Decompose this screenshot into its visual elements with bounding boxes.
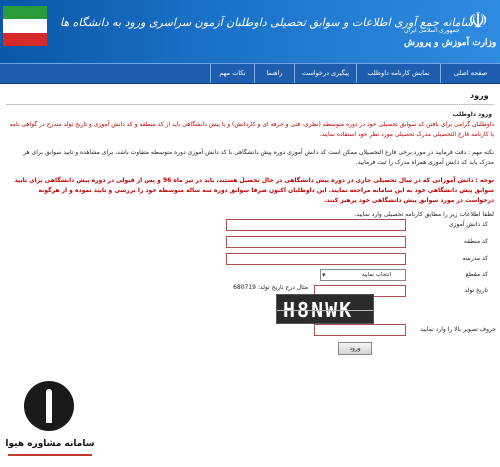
grade-select[interactable] [320,269,406,281]
logo-text: سامانه مشاوره هیوا [5,439,95,449]
site-logo [4,381,96,465]
region-code-input[interactable] [226,236,406,248]
iran-flag-icon [3,6,47,46]
birthdate-label: تاریخ تولد [464,287,488,294]
intro-heading: ورود داوطلب [452,111,492,118]
nav-show-report-card[interactable]: نمایش کارنامه داوطلب [356,64,440,83]
iran-emblem-icon: ☫ [468,9,488,34]
captcha-text: H8NWK [283,298,354,322]
nav-help[interactable]: راهنما [254,64,294,83]
captcha-image [276,294,374,324]
school-code-input[interactable] [226,253,406,265]
pen-icon [46,389,52,423]
nav-track-request[interactable]: پیگیری درخواست [294,64,356,83]
submit-button[interactable]: ورود [338,342,372,355]
student-code-input[interactable] [226,219,406,231]
ministry-subtitle: جمهوری اسلامی ایران [404,27,460,34]
form-prompt: لطفا اطلاعات زیر را مطابق کارنامه تحصیلی وارد نمایید. [354,211,494,218]
note-attention: توجه : دانش آموزانی که در سال تحصیلی جاری در دوره پیش دانشگاهی در حال تحصیل هستند، باید در تیر ماه 96 و پس از قبولی در دوره پیش دانشگاهی برای تایید سوابق پیش دانشگاهی خود به این سامانه مراجعه نمایند. این داوطلبان اکنون صرفا سوابق دوره سه ساله متوسطه خود را بررسی و تایید نموده و از هرگونه درخواست در مورد سوابق پیش دانشگاهی خود پرهیز کنند. [14,177,494,204]
ministry-name: وزارت آموزش و پرورش [404,38,497,48]
title-divider [6,104,494,105]
intro-text: داوطلبان گرامی برای یافتن کد سوابق تحصیلی خود در دوره متوسطه (نظری، فنی و حرفه ای و کاردانش) و یا پیش دانشگاهی باید از کد منطقه و کد دانش آموزی و تاریخ تولد مندرج در گواهی نامه یا کارنامه فارغ التحصیلی مدرک تحصیلی مورد نظر خود استفاده نمایند. [9,121,494,138]
birthdate-example: مثال درج تاریخ تولد: 680719 [233,284,308,291]
chevron-down-icon: ▾ [322,271,326,279]
site-header [0,0,500,63]
page-title: ورود [470,91,489,100]
main-nav [0,63,500,84]
grade-select-value: انتخاب نمایید [361,272,391,278]
region-code-label: کد منطقه [463,238,488,245]
nav-important-notes[interactable]: نکات مهم [210,64,254,83]
banner-title: سامانه جمع آوری اطلاعات و سوابق تحصیلی داوطلبان آزمون سراسری ورود به دانشگاه ها [60,16,474,29]
captcha-input[interactable] [314,324,406,336]
school-code-label: کد مدرسه [462,255,488,262]
grade-label: کد مقطع [465,271,488,278]
captcha-label: حروف تصویر بالا را وارد نمایید [420,326,496,333]
nav-home[interactable]: صفحه اصلی [440,64,500,83]
student-code-label: کد دانش آموزی [448,221,488,228]
note-important: نکته مهم : دقت فرمایید در مورد برخی فارغ التحصیلان ممکن است کد دانش آموزی دوره پیش دانشگاهی با کد دانش آموزی دوره متوسطه متفاوت باشد، برای مشاهده و تایید سوابق برای هر مدرک باید کد دانش آموزی همراه مدرک را ثبت فرمایید. [23,149,494,166]
